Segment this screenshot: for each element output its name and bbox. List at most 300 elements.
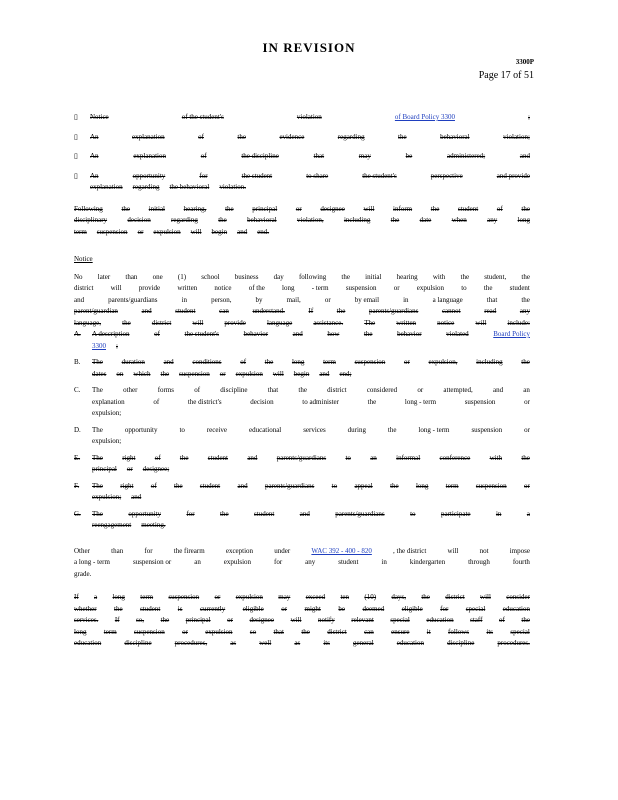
word: the (390, 481, 399, 490)
word: the (301, 627, 310, 636)
item-text (92, 509, 530, 532)
word: An (90, 171, 99, 180)
word: of (240, 358, 247, 366)
word: regarding (132, 183, 160, 191)
word: general (353, 639, 374, 647)
word: special (510, 627, 530, 636)
word: of (153, 397, 160, 406)
word: with (432, 272, 446, 281)
policy-link[interactable]: of Board Policy 3300 (394, 113, 455, 121)
word: the (122, 318, 131, 327)
word: and (131, 493, 142, 501)
bullet-marker-icon: ▯ (74, 152, 78, 160)
notice-item (74, 385, 530, 420)
word: by email (354, 295, 380, 304)
word: student (338, 558, 359, 566)
word: special (465, 604, 486, 613)
word: educational (248, 425, 282, 434)
word: the (521, 453, 530, 462)
text-line (92, 436, 530, 448)
text-line (90, 182, 530, 194)
word: provide (224, 318, 246, 327)
word: opportunity (128, 509, 161, 518)
word: The (364, 318, 376, 327)
word: end; (339, 369, 352, 378)
word: the (521, 204, 530, 213)
word: any (487, 216, 498, 224)
word: will (475, 318, 487, 327)
word: conference (439, 453, 471, 462)
word: a language (432, 295, 463, 304)
word: An (90, 152, 99, 160)
word: suspension (345, 284, 377, 292)
text-line (74, 557, 530, 569)
word: term (74, 227, 87, 236)
word: The (92, 358, 103, 366)
word: an (370, 453, 377, 462)
word: the (114, 604, 123, 613)
word: read (484, 307, 497, 315)
word: education (426, 616, 454, 624)
word: is (177, 604, 183, 613)
bullet-item (74, 171, 530, 194)
word: will (192, 318, 204, 327)
text-line (92, 453, 530, 465)
word: deemed (362, 604, 385, 613)
word: notify (318, 616, 335, 624)
word: long (291, 358, 305, 366)
word: the (298, 386, 307, 394)
word: conditions (192, 358, 222, 366)
word: or (524, 481, 530, 490)
word: regarding (337, 132, 365, 141)
word: including (343, 216, 371, 224)
bullet-item (74, 112, 530, 124)
word: meeting. (141, 521, 166, 529)
word: Following (74, 204, 103, 213)
word: relevant (351, 616, 374, 624)
word: opportunity (132, 171, 166, 180)
notice-item (74, 481, 530, 504)
document-body (74, 112, 530, 650)
word: or (393, 284, 400, 292)
following-paragraph (74, 204, 530, 239)
word: The (92, 509, 103, 518)
word: of (499, 616, 505, 624)
word: term (103, 627, 117, 636)
word: The (92, 453, 103, 462)
word: discipline (447, 639, 475, 647)
word: written (396, 318, 417, 327)
word: during (347, 425, 366, 434)
word: or (524, 425, 530, 434)
word: long (74, 627, 87, 636)
bullet-text (90, 151, 530, 163)
word: to (410, 509, 416, 518)
word: of (194, 386, 201, 394)
bullet-list (74, 112, 530, 194)
word: perspective (430, 171, 463, 180)
word: services (303, 425, 326, 434)
policy-link[interactable]: WAC 392 - 400 - 820 (311, 546, 372, 555)
word: date (419, 216, 432, 224)
word: term (323, 358, 336, 366)
word: discipline (124, 639, 152, 647)
word: the district's (187, 397, 222, 406)
word: one (152, 272, 163, 281)
word: and (141, 307, 152, 315)
word: the (174, 481, 183, 490)
item-text (92, 425, 530, 448)
word: decision (127, 216, 151, 224)
bullet-text (90, 112, 530, 124)
word: person, (211, 295, 232, 304)
word: initial (365, 272, 382, 281)
word: or (214, 593, 221, 601)
word: The (92, 425, 103, 434)
word: the (460, 272, 470, 281)
word: suspension or (132, 558, 172, 566)
word: that (273, 627, 284, 636)
word: of (154, 453, 161, 462)
word: whether (74, 604, 97, 613)
text-line (74, 272, 530, 284)
word: and (299, 509, 310, 518)
word: expulsion; (92, 437, 122, 445)
word: as (294, 639, 301, 647)
bullet-marker-icon: ▯ (74, 132, 78, 141)
word: the (398, 132, 407, 141)
word: begin (211, 227, 228, 236)
bullet-item (74, 151, 530, 163)
word: violation (296, 113, 322, 121)
word: parents/guardians (368, 307, 419, 315)
bullet-marker-icon: ▯ (74, 171, 78, 180)
word: long - term (418, 425, 450, 434)
word: violation; (503, 132, 530, 141)
word: student (207, 453, 229, 462)
word: to (345, 453, 351, 462)
notice-item (74, 509, 530, 532)
word: include: (507, 318, 530, 327)
word: the (225, 204, 234, 213)
word: a (526, 509, 530, 518)
word: student, (484, 272, 507, 281)
text-line (74, 227, 530, 239)
item-text (92, 329, 530, 352)
word: the (121, 204, 131, 213)
word: informal (396, 453, 421, 462)
word: principal (92, 465, 117, 473)
word: as (230, 639, 237, 647)
word: for (186, 509, 195, 518)
word: the (336, 307, 346, 315)
word: evidence (279, 132, 305, 141)
word: language, (74, 318, 102, 327)
word: end. (257, 227, 270, 236)
word: ten (340, 593, 350, 601)
word: and provide (496, 171, 530, 180)
word: than (125, 272, 138, 281)
text-line (74, 569, 530, 581)
word: of (198, 132, 204, 141)
text-line (92, 481, 530, 493)
text-line (92, 329, 530, 341)
word: the (264, 358, 274, 366)
word: district (445, 593, 465, 601)
word: might (304, 604, 321, 613)
text-line (90, 132, 530, 144)
word: will (363, 204, 375, 213)
word: district (74, 284, 94, 292)
word: the (341, 272, 350, 281)
word: Notice (90, 113, 109, 121)
word: violation, (296, 216, 324, 224)
word: with (489, 453, 503, 462)
special-education-paragraph (74, 592, 530, 650)
word: suspension (354, 358, 386, 366)
word: opportunity (124, 425, 158, 434)
notice-paragraph (74, 272, 530, 330)
word: right (120, 481, 134, 490)
word: expulsion (223, 558, 252, 566)
word: the student's (362, 171, 397, 180)
word: for (440, 604, 449, 613)
word: student (175, 307, 196, 315)
word: to administer (302, 397, 339, 406)
word: student (254, 509, 275, 518)
text-line (92, 341, 530, 353)
word: hearing (396, 272, 418, 281)
item-label: C. (74, 386, 81, 394)
word: designee (249, 616, 275, 624)
word: behavioral (440, 132, 470, 141)
word: be (338, 604, 345, 613)
word: in (495, 509, 502, 518)
word: to share (306, 171, 329, 180)
word: will (110, 284, 122, 292)
word: The (92, 481, 103, 490)
word: that (313, 152, 325, 160)
word: to (461, 284, 467, 292)
word: and (163, 358, 174, 366)
word: or (524, 397, 530, 406)
text-line (92, 369, 530, 381)
word: ; (528, 113, 530, 121)
word: can (364, 627, 374, 636)
word: procedures, (174, 639, 208, 647)
word: suspension (134, 627, 165, 636)
word: long (517, 216, 530, 224)
word: term (445, 481, 459, 490)
item-label: F. (74, 481, 80, 490)
word: or (137, 227, 144, 236)
word: the student (241, 171, 273, 180)
notice-item (74, 357, 530, 380)
text-line (92, 464, 530, 476)
word: receive (206, 425, 228, 434)
item-text (92, 385, 530, 420)
word: education (396, 639, 424, 647)
word: under (274, 546, 291, 555)
word: cannot (441, 307, 461, 315)
word: If (308, 307, 314, 315)
word: a long - term (74, 558, 110, 566)
word: suspension (179, 369, 210, 378)
word: behavioral (247, 216, 277, 224)
word: assistance. (313, 318, 344, 327)
word: the (367, 397, 377, 406)
word: If (74, 593, 79, 601)
word: the firearm (173, 546, 205, 555)
notice-heading: Notice (74, 255, 93, 263)
word: which (133, 369, 151, 378)
word: expulsion (205, 627, 233, 636)
text-line (92, 357, 530, 369)
bullet-text (90, 132, 530, 144)
word: begin (293, 369, 310, 378)
word: or (295, 204, 302, 213)
word: suspension (464, 397, 496, 406)
word: so, (136, 616, 145, 624)
text-line (74, 306, 530, 318)
word: the (160, 616, 170, 624)
word: the (160, 369, 170, 378)
word: consider (506, 593, 530, 601)
word: an (523, 386, 530, 394)
word: follows (448, 627, 470, 636)
word: student (199, 481, 221, 490)
word: in (181, 295, 188, 304)
word: and (292, 330, 303, 338)
text-line (74, 638, 530, 650)
word: in (403, 295, 409, 304)
word: and (492, 386, 504, 394)
word: ensure (391, 627, 410, 636)
word: expulsion; (92, 493, 122, 501)
word: an (194, 558, 201, 566)
word: grade. (74, 569, 92, 578)
word: decision (250, 397, 274, 406)
word: district (327, 386, 347, 394)
word: including (476, 358, 503, 366)
text-line (74, 604, 530, 616)
firearm-paragraph (74, 546, 530, 581)
word: through (468, 558, 490, 566)
word: later (97, 272, 111, 281)
word: suspension (475, 481, 507, 490)
word: expulsion (235, 593, 263, 601)
word: the (220, 509, 229, 518)
word: student (140, 604, 161, 613)
word: or (219, 369, 226, 378)
item-label: A. (74, 330, 81, 338)
text-line (74, 627, 530, 639)
word: long (415, 481, 429, 490)
word: notice (437, 318, 455, 327)
notice-item (74, 425, 530, 448)
word: the (430, 204, 440, 213)
bullet-text (90, 171, 530, 194)
word: any (305, 558, 316, 566)
word: exceed (305, 593, 326, 601)
word: student (457, 204, 479, 213)
word: duration (121, 358, 145, 366)
word: the (387, 425, 397, 434)
word: school (201, 272, 220, 281)
word: or (417, 386, 424, 394)
word: explanation (92, 397, 125, 406)
word: the (179, 453, 189, 462)
policy-link[interactable]: 3300 (92, 341, 106, 350)
word: regarding (171, 216, 198, 224)
word: and (519, 152, 530, 160)
word: principal (185, 616, 211, 624)
word: ; (116, 341, 118, 350)
word: explanation (90, 183, 123, 191)
policy-link[interactable]: Board Policy (493, 330, 530, 338)
word: or (324, 295, 331, 304)
word: written (177, 284, 198, 292)
word: - term (311, 284, 329, 292)
word: language (266, 318, 293, 327)
word: An (90, 132, 99, 141)
word: kindergarten (409, 558, 446, 566)
word: the student's (184, 330, 220, 338)
word: of the student's (181, 113, 224, 121)
word: violation. (219, 183, 246, 191)
word: the (521, 616, 530, 624)
text-line (74, 215, 530, 227)
word: its (486, 627, 494, 636)
word: that (267, 386, 279, 394)
word: appeal (354, 481, 373, 490)
word: eligible (242, 604, 264, 613)
word: (10) (364, 593, 377, 601)
notice-items-list (74, 329, 530, 532)
word: parents/guardians (276, 453, 327, 462)
word: will (447, 546, 459, 555)
word: behavior (397, 330, 422, 338)
word: A description (92, 330, 130, 338)
word: hearing, (183, 204, 207, 213)
word: of (150, 481, 157, 490)
word: not (479, 546, 489, 555)
word: district (327, 627, 347, 636)
word: mail, (286, 295, 301, 304)
word: it (426, 627, 431, 636)
word: of the (248, 284, 265, 292)
word: or (126, 465, 133, 473)
word: student (509, 284, 530, 292)
word: the (390, 216, 400, 224)
word: the (521, 358, 530, 366)
word: No (74, 272, 83, 281)
word: or (227, 616, 233, 624)
word: suspension (96, 227, 128, 236)
word: and (319, 369, 330, 378)
word: to (331, 481, 338, 490)
item-text (92, 481, 530, 504)
word: parents/guardians (335, 509, 385, 518)
word: the (483, 284, 493, 292)
word: the (421, 593, 430, 601)
word: suspension (471, 425, 503, 434)
word: participate (440, 509, 471, 518)
text-line (74, 546, 530, 558)
bullet-item (74, 132, 530, 144)
word: currently (199, 604, 226, 613)
